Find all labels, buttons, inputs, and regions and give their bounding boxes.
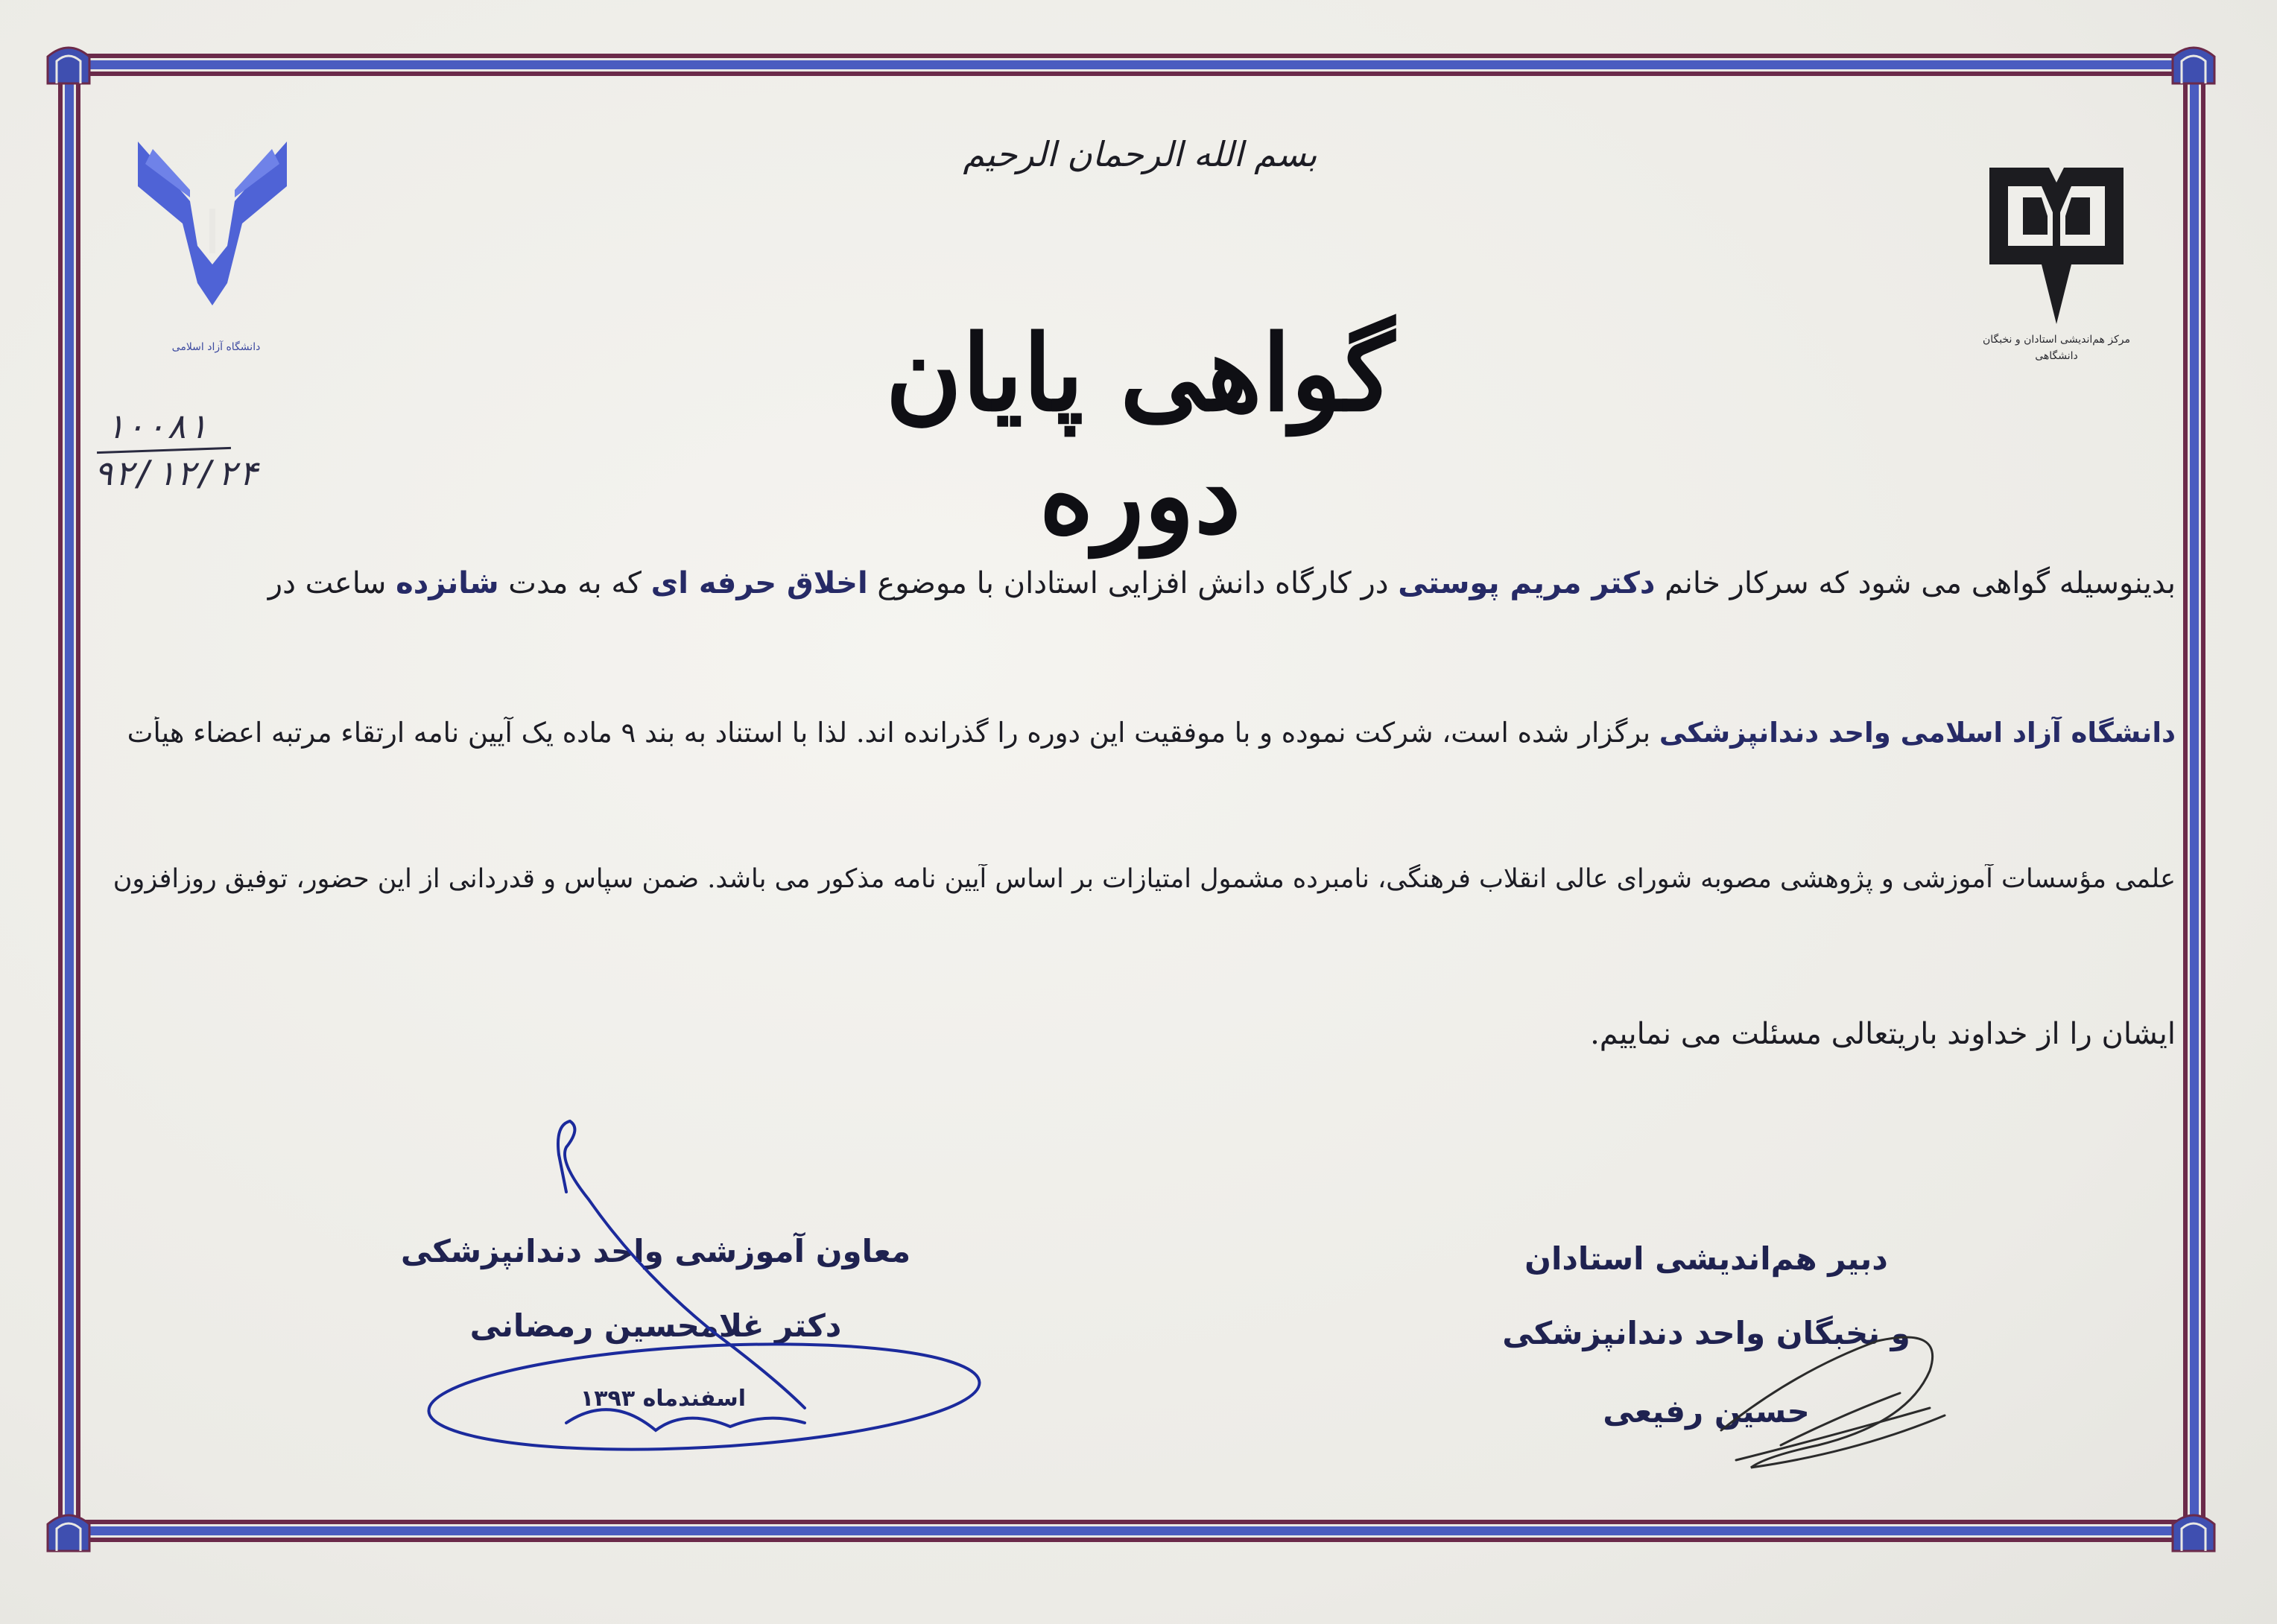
reference-date: ۹۲/۱۲/۲۴: [93, 453, 259, 493]
frame-top: [75, 54, 2205, 76]
azad-university-logo-icon: [138, 134, 287, 343]
elite-logo-caption: مرکز هم‌اندیشی استادان و نخبگان دانشگاهی: [1982, 334, 2131, 362]
left-signer-name: دکتر غلامحسین رمضانی: [469, 1307, 842, 1344]
recipient-name: دکتر مریم پوستی: [1398, 566, 1656, 600]
azad-logo-caption: دانشگاه آزاد اسلامی: [171, 341, 261, 353]
line2-text: برگزار شده است، شرکت نموده و با موفقیت این دوره را گذرانده اند. لذا با استناد به بند ۹ ماده یک آیین نامه ارتقاء مرتبه اعضاء هیأت: [127, 717, 1651, 749]
line3-text: علمی مؤسسات آموزشی و پژوهشی مصوبه شورای عالی انقلاب فرهنگی، نامبرده مشمول امتیازات بر اساس آیین نامه مذکور می باشد. ضمن سپاس و قدردانی از این حضور، توفیق روزافزون: [113, 864, 2176, 894]
workshop-duration: شانزده: [396, 566, 499, 600]
institution-name: دانشگاه آزاد اسلامی واحد دندانپزشکی: [1659, 717, 2176, 749]
body-line-3: [104, 864, 2176, 894]
line4-text: ایشان را از خداوند باریتعالی مسئلت می نماییم.: [1590, 1017, 2176, 1051]
line1-duration-label: که به مدت: [508, 566, 642, 600]
certificate-title: گواهی پایان دوره: [885, 313, 1395, 557]
elite-center-logo-icon: [1982, 153, 2131, 328]
left-handwritten-signature: [417, 1110, 998, 1453]
frame-right: [2183, 67, 2205, 1527]
frame-bottom: [75, 1520, 2205, 1542]
corner-ornament-bottom-left: [45, 1506, 92, 1554]
left-signature-date: اسفندماه ۱۳۹۳: [580, 1386, 747, 1412]
line1-workshop: در کارگاه دانش افزایی استادان با موضوع: [877, 566, 1389, 600]
body-line-1: [104, 566, 2176, 600]
line1-intro: بدینوسیله گواهی می شود که سرکار خانم: [1665, 566, 2176, 600]
right-signer-role-2: و نخبگان واحد دندانپزشکی: [1502, 1315, 1910, 1351]
basmala: بسم الله الرحمان الرحیم: [963, 134, 1317, 174]
line1-hours: ساعت در: [267, 566, 387, 600]
body-line-2: [104, 717, 2176, 749]
right-handwritten-signature: [1706, 1326, 1960, 1482]
reference-number: ۱۰۰۸۱: [104, 406, 208, 446]
corner-ornament-bottom-right: [2170, 1506, 2217, 1554]
corner-ornament-top-right: [2170, 39, 2217, 86]
frame-left: [58, 67, 80, 1527]
corner-ornament-top-left: [45, 39, 92, 86]
body-line-4: [104, 1017, 2176, 1051]
left-signer-role: معاون آموزشی واحد دندانپزشکی: [400, 1233, 911, 1269]
right-signer-name: حسین رفیعی: [1603, 1393, 1810, 1430]
right-signer-role-1: دبیر هم‌اندیشی استادان: [1524, 1240, 1888, 1277]
workshop-topic: اخلاق حرفه ای: [650, 566, 868, 600]
